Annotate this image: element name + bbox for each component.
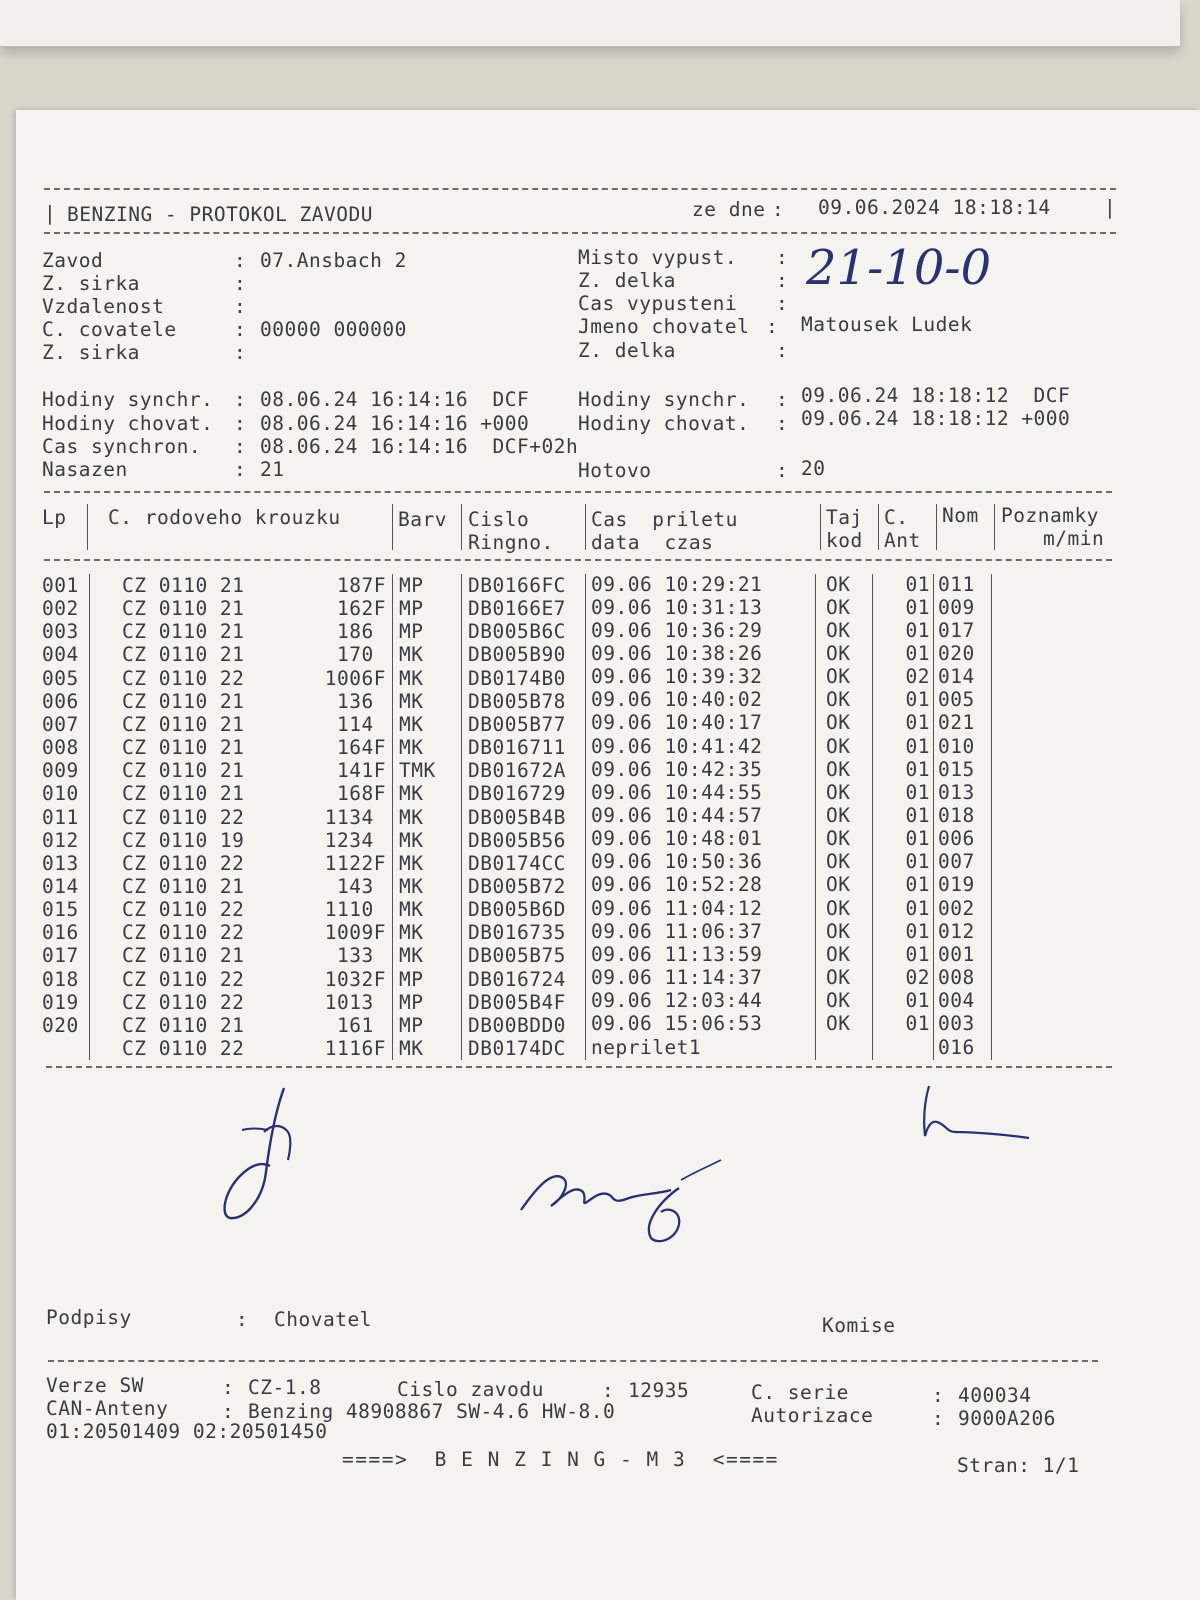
cell-barv: MK — [399, 643, 424, 667]
cell-barv: MP — [399, 597, 424, 621]
col-barv-header: Barv — [398, 508, 447, 531]
cell-lp: 007 — [42, 712, 79, 736]
cell-lp: 016 — [42, 921, 79, 945]
cell-barv: MP — [399, 967, 424, 991]
cell-cas: 09.06 10:48:01 — [591, 827, 763, 851]
cell-lp: 017 — [42, 944, 79, 968]
hotovo-value: 20 — [801, 457, 826, 480]
jmeno-value: Matousek Ludek — [801, 313, 973, 336]
cell-taj: OK — [826, 618, 851, 642]
antenna-ids: 01:20501409 02:20501450 — [46, 1420, 328, 1443]
cell-nom: 007 — [938, 850, 975, 874]
cell-cas: 09.06 11:14:37 — [591, 966, 763, 990]
cell-cislo: DB005B75 — [468, 944, 566, 968]
cell-num: 143 — [337, 874, 386, 898]
cell-nom: 006 — [938, 827, 975, 851]
cell-taj: OK — [826, 850, 851, 874]
col-data-czas-header: data czas — [591, 531, 714, 554]
cell-lp: 009 — [42, 759, 79, 783]
cell-ant: 01 — [905, 942, 930, 966]
cell-taj: OK — [826, 873, 851, 897]
zavod-value: 07.Ansbach 2 — [260, 249, 407, 272]
cell-nom: 002 — [938, 896, 975, 920]
race-protocol-sheet: | BENZING - PROTOKOL ZAVODU ze dne : 09.06.2024 18:18:14 | Zavod : 07.Ansbach 2 Z. sirka : Vzdalenost : C. covatele : 00000 000000 Z. sirka : Misto vypust. : Z. delka : Cas vypusteni : Jmeno chovatel : Matousek Ludek Z. delka : 21-10-0 Hodiny synchr. : 08.06.24 16:14:16 DCF Hodiny chovat. : 08.06.24 16:14:16 +000 Cas synchron. : 08.06.24 16:14:16 DCF+02h Nasazen : 21 Hodiny synchr. : 09.06.24 18:18:12 DCF Hodiny chovat. : 09.06.24 18:18:12 +000 Hotovo : 20 Lp C. rodoveho krouzku Barv Cislo Ringno. Cas priletu data czas Taj kod C. Ant Nom Poznamky m/min 001 CZ 0110 21 187F MP DB0166FC 09.06 10:29:21 OK 01 011 002 CZ 0110 21 162F MP DB0166E7 09.06 10:31:13 OK 01 009 003 CZ 0110 21 186 MP DB005B6C 09.06 10:36:29 OK 01 017 004 CZ 0110 21 170 MK DB005B90 09.06 10:38:26 OK 01 020 005 CZ 0110 22 1006F MK DB0174B0 09.06 10:39:32 OK 02 014 006 CZ 0110 21 136 MK DB005B78 09.06 10:40:02 OK 01 005 007 CZ 0110 21 114 MK DB005B77 09.06 10:40:17 OK 01 021 008 CZ 0110 21 164F MK DB016711 09.06 10:41:42 OK 01 010 009 CZ 0110 21 141F TMK DB01672A 09.06 10:42:35 OK 01 015 010 CZ 0110 21 168F MK DB016729 09.06 10:44:55 OK 01 013 011 CZ 0110 22 1134 MK DB005B4B 09.06 10:44:57 OK 01 018 012 CZ 0110 19 1234 MK DB005B56 09.06 10:48:01 OK 01 006 013 CZ 0110 22 1122F MK DB0174CC 09.06 10:50:36 OK 01 007 014 CZ 0110 21 143 MK DB005B72 09.06 10:52:28 OK 01 019 015 CZ 0110 22 1110 MK DB005B6D 09.06 11:04:12 OK 01 002 016 CZ 0110 22 1009F MK DB016735 09.06 11:06:37 OK 01 012 017 CZ 0110 21 133 MK DB005B75 09.06 11:13:59 OK 01 001 018 CZ 0110 22 1032F MP DB016724 09.06 11:14:37 OK 02 008 019 CZ 0110 22 1013 MP DB005B4F 09.06 12:03:44 OK 01 004 020 CZ 0110 21 161 MP DB00BDD0 09.06 15:06:53 OK 01 003 CZ 0110 22 1116F MK DB0174DC neprilet1 016 Podpisy : Chovatel Komise Verze SW : CZ-1.8 Cislo zavodu : 12935 C. serie : 400034 CAN-Anteny : Benzing 48908867 SW-4.6 HW-8.0 Autorizace : 9000A206 01:20501409 02:20501450 ====> B E N Z I N G - M 3 <==== Stran: 1/1 — [16, 110, 1200, 1600]
cell-ring: CZ 0110 22 — [122, 666, 245, 690]
cell-num: 164F — [337, 736, 386, 760]
separator-table-bottom — [46, 1066, 1112, 1068]
col-c-header: C. — [884, 506, 909, 529]
hodiny-chovat-right-label: Hodiny chovat. — [578, 412, 750, 435]
cell-lp: 001 — [42, 574, 79, 597]
cell-num: 161 — [337, 1013, 386, 1037]
cell-ring: CZ 0110 19 — [122, 828, 245, 852]
cell-nom: 013 — [938, 780, 975, 804]
col-mmin-header: m/min — [1043, 527, 1105, 550]
protocol-title: BENZING - PROTOKOL ZAVODU — [67, 203, 373, 226]
col-cislo-header: Cislo — [468, 508, 530, 531]
cislo-zavodu-value: 12935 — [628, 1379, 690, 1402]
cell-nom: 014 — [938, 665, 975, 689]
cell-ant: 01 — [905, 896, 930, 920]
cell-cislo: DB005B6D — [468, 898, 566, 922]
cas-vypusteni-label: Cas vypusteni — [578, 292, 738, 315]
hodiny-synchr-value: 08.06.24 16:14:16 DCF — [260, 388, 530, 411]
cell-cas: 09.06 10:31:13 — [591, 595, 763, 619]
cell-ant: 01 — [905, 595, 930, 619]
cell-cas: 09.06 11:04:12 — [591, 896, 763, 920]
z-delka-label: Z. delka — [578, 269, 676, 292]
cell-nom: 011 — [938, 572, 975, 596]
cell-taj: OK — [826, 804, 851, 827]
cell-ant: 01 — [905, 641, 930, 665]
c-covatele-value: 00000 000000 — [260, 318, 407, 341]
cell-cas: 09.06 11:13:59 — [591, 942, 763, 966]
chovatel-label: Chovatel — [274, 1308, 372, 1331]
separator-top — [44, 188, 1116, 190]
cell-lp: 011 — [42, 805, 79, 829]
cell-cislo: DB00BDD0 — [468, 1013, 566, 1037]
separator-header — [44, 232, 1116, 234]
date-label: ze dne — [692, 198, 766, 221]
cell-nom: 017 — [938, 618, 975, 642]
cell-cas: 09.06 10:38:26 — [591, 641, 763, 665]
col-cas-header: Cas priletu — [591, 508, 738, 531]
cell-ant: 02 — [905, 665, 930, 689]
cell-ant: 01 — [905, 711, 930, 735]
verze-value: CZ-1.8 — [248, 1376, 322, 1399]
cell-lp: 010 — [42, 782, 79, 806]
cell-ant: 01 — [905, 757, 930, 781]
cell-cislo: DB005B4B — [468, 805, 566, 829]
c-serie-label: C. serie — [751, 1381, 849, 1404]
cell-ring: CZ 0110 22 — [122, 898, 245, 922]
cell-num: 187F — [337, 574, 386, 597]
z-sirka-label: Z. sirka — [42, 272, 140, 295]
cell-cas: 09.06 10:39:32 — [591, 665, 763, 689]
cell-taj: OK — [826, 1012, 851, 1036]
cell-cas: 09.06 15:06:53 — [591, 1012, 763, 1036]
autorizace-value: 9000A206 — [958, 1407, 1056, 1430]
nasazen-value: 21 — [260, 458, 285, 481]
cislo-zavodu-label: Cislo zavodu — [397, 1378, 544, 1401]
komise-label: Komise — [822, 1314, 896, 1337]
cell-ring: CZ 0110 21 — [122, 712, 245, 736]
cell-barv: MK — [399, 689, 424, 713]
cell-taj: OK — [826, 966, 851, 990]
cell-taj: OK — [826, 688, 851, 712]
separator-footer — [48, 1360, 1098, 1362]
header-bar-left: | — [44, 202, 57, 225]
cell-cislo: DB005B56 — [468, 828, 566, 852]
cell-nom: 019 — [938, 873, 975, 897]
cas-synchron-value: 08.06.24 16:14:16 DCF+02h — [260, 435, 579, 458]
cell-barv: MK — [399, 736, 424, 760]
cell-cas: 09.06 10:52:28 — [591, 873, 763, 897]
cell-ring: CZ 0110 22 — [122, 990, 245, 1014]
cell-nom: 018 — [938, 804, 975, 827]
verze-label: Verze SW — [46, 1374, 144, 1397]
cell-taj: OK — [826, 919, 851, 943]
cell-cislo: DB016729 — [468, 782, 566, 806]
cell-taj: OK — [826, 942, 851, 966]
cell-taj: OK — [826, 989, 851, 1013]
cell-ring: CZ 0110 21 — [122, 736, 245, 760]
cell-cas: 09.06 11:06:37 — [591, 919, 763, 943]
cell-taj: OK — [826, 896, 851, 920]
cell-ring: CZ 0110 22 — [122, 851, 245, 875]
cell-num: 168F — [337, 782, 386, 806]
signature-komise-1 — [511, 1140, 726, 1250]
cell-barv: MK — [399, 805, 424, 829]
cell-cislo: DB016711 — [468, 736, 566, 760]
benzing-brand: ====> B E N Z I N G - M 3 <==== — [342, 1448, 779, 1471]
col-poznamky-header: Poznamky — [1001, 504, 1099, 527]
hodiny-chovat-value: 08.06.24 16:14:16 +000 — [260, 412, 530, 435]
cell-ring: CZ 0110 21 — [122, 874, 245, 898]
col-lp-header: Lp — [42, 506, 67, 529]
cell-ant: 01 — [905, 827, 930, 851]
cell-ant: 01 — [905, 734, 930, 758]
cell-barv: MP — [399, 1013, 424, 1037]
cell-ring: CZ 0110 22 — [122, 967, 245, 991]
header-bar-right: | — [1104, 196, 1117, 219]
cell-num: 1122F — [324, 851, 386, 875]
cell-barv: MK — [399, 921, 424, 945]
cell-ring: CZ 0110 21 — [122, 944, 245, 968]
cas-synchron-label: Cas synchron. — [42, 435, 202, 458]
cell-nom: 021 — [938, 711, 975, 735]
background-sheet — [0, 0, 1180, 47]
cell-nom: 012 — [938, 919, 975, 943]
cell-num: 1116F — [324, 1037, 386, 1060]
separator-table-top — [44, 491, 1112, 493]
cell-num: 133 — [337, 944, 386, 968]
cell-ring: CZ 0110 21 — [122, 782, 245, 806]
cell-num: 1013 — [324, 990, 386, 1014]
cell-cas: 09.06 12:03:44 — [591, 989, 763, 1013]
page-number: Stran: 1/1 — [957, 1454, 1080, 1477]
cell-ant: 01 — [905, 1012, 930, 1036]
cell-barv: MK — [399, 898, 424, 922]
cell-ant: 01 — [905, 572, 930, 596]
hodiny-chovat-right-value: 09.06.24 18:18:12 +000 — [801, 407, 1071, 430]
cell-cislo: DB01672A — [468, 759, 566, 783]
cell-barv: MP — [399, 574, 424, 597]
cell-num: 1032F — [324, 967, 386, 991]
cell-nom: 004 — [938, 989, 975, 1013]
hodiny-chovat-label: Hodiny chovat. — [42, 412, 214, 435]
cell-cas: 09.06 10:50:36 — [591, 850, 763, 874]
cell-cas: 09.06 10:40:02 — [591, 688, 763, 712]
cell-num: 1009F — [324, 921, 386, 945]
cell-ant: 01 — [905, 618, 930, 642]
cell-lp: 013 — [42, 851, 79, 875]
cell-ring: CZ 0110 22 — [122, 1037, 245, 1060]
cell-nom: 001 — [938, 942, 975, 966]
cell-barv: MP — [399, 990, 424, 1014]
cell-cas: 09.06 10:41:42 — [591, 734, 763, 758]
cell-barv: MK — [399, 944, 424, 968]
hodiny-synchr-right-value: 09.06.24 18:18:12 DCF — [801, 384, 1071, 407]
z-delka2-label: Z. delka — [578, 339, 676, 362]
cell-cislo: DB0174DC — [468, 1037, 566, 1060]
podpisy-label: Podpisy — [46, 1306, 132, 1329]
cell-nom: 010 — [938, 734, 975, 758]
cell-lp: 002 — [42, 597, 79, 621]
cell-lp: 003 — [42, 620, 79, 644]
cell-taj: OK — [826, 780, 851, 804]
cell-num: 136 — [337, 689, 386, 713]
cell-cislo: DB005B72 — [468, 874, 566, 898]
cell-taj: OK — [826, 827, 851, 851]
cell-cas: neprilet1 — [591, 1035, 702, 1059]
cell-lp: 006 — [42, 689, 79, 713]
cell-ring: CZ 0110 21 — [122, 574, 245, 597]
cell-taj: OK — [826, 641, 851, 665]
cell-cislo: DB0166FC — [468, 574, 566, 597]
col-ant-header: Ant — [884, 529, 921, 552]
cell-ring: CZ 0110 21 — [122, 643, 245, 667]
cell-ring: CZ 0110 21 — [122, 620, 245, 644]
cell-taj: OK — [826, 572, 851, 596]
can-anteny-value: Benzing 48908867 SW-4.6 HW-8.0 — [248, 1400, 616, 1423]
cell-taj: OK — [826, 734, 851, 758]
zavod-label: Zavod — [42, 249, 104, 272]
handwritten-note: 21-10-0 — [806, 240, 992, 296]
cell-barv: TMK — [399, 759, 436, 783]
cell-barv: MK — [399, 874, 424, 898]
cell-barv: MK — [399, 851, 424, 875]
cell-nom: 003 — [938, 1012, 975, 1036]
cell-num: 1134 — [324, 805, 386, 829]
cell-barv: MK — [399, 1037, 424, 1060]
cell-lp: 018 — [42, 967, 79, 991]
cell-ant: 01 — [905, 919, 930, 943]
hodiny-synchr-right-label: Hodiny synchr. — [578, 388, 750, 411]
can-anteny-label: CAN-Anteny — [46, 1397, 169, 1420]
cell-lp: 015 — [42, 898, 79, 922]
cell-cislo: DB005B6C — [468, 620, 566, 644]
cell-lp: 005 — [42, 666, 79, 690]
col-nom-header: Nom — [942, 504, 979, 527]
z-sirka2-label: Z. sirka — [42, 341, 140, 364]
cell-cas: 09.06 10:44:57 — [591, 804, 763, 827]
cell-num: 1234 — [324, 828, 386, 852]
hodiny-synchr-label: Hodiny synchr. — [42, 388, 214, 411]
cell-cislo: DB0174B0 — [468, 666, 566, 690]
cell-num: 141F — [337, 759, 386, 783]
cell-ant: 01 — [905, 804, 930, 827]
cell-taj: OK — [826, 595, 851, 619]
autorizace-label: Autorizace — [751, 1404, 874, 1427]
cell-barv: MP — [399, 620, 424, 644]
col-ring-header: C. rodoveho krouzku — [108, 506, 341, 529]
cell-ant: 01 — [905, 873, 930, 897]
cell-nom: 009 — [938, 595, 975, 619]
cell-lp: 004 — [42, 643, 79, 667]
cell-taj: OK — [826, 711, 851, 735]
cell-cislo: DB016735 — [468, 921, 566, 945]
vzdalenost-label: Vzdalenost — [42, 295, 165, 318]
cell-ant: 01 — [905, 850, 930, 874]
cell-ant: 01 — [905, 688, 930, 712]
cell-lp: 012 — [42, 828, 79, 852]
col-taj-header: Taj — [826, 506, 863, 529]
cell-barv: MK — [399, 666, 424, 690]
cell-nom: 005 — [938, 688, 975, 712]
cell-cislo: DB0174CC — [468, 851, 566, 875]
cell-cas: 09.06 10:44:55 — [591, 780, 763, 804]
cell-ring: CZ 0110 22 — [122, 805, 245, 829]
cell-cas: 09.06 10:40:17 — [591, 711, 763, 735]
cell-lp: 019 — [42, 990, 79, 1014]
cell-num: 1006F — [324, 666, 386, 690]
cell-cislo: DB005B77 — [468, 712, 566, 736]
cell-cas: 09.06 10:36:29 — [591, 618, 763, 642]
jmeno-label: Jmeno chovatel — [578, 315, 750, 338]
cell-cislo: DB005B90 — [468, 643, 566, 667]
cell-nom: 020 — [938, 641, 975, 665]
cell-ring: CZ 0110 21 — [122, 689, 245, 713]
cell-num: 170 — [337, 643, 386, 667]
cell-nom: 016 — [938, 1035, 975, 1059]
cell-num: 162F — [337, 597, 386, 621]
cell-cislo: DB016724 — [468, 967, 566, 991]
c-serie-value: 400034 — [958, 1384, 1032, 1407]
cell-ring: CZ 0110 21 — [122, 759, 245, 783]
col-ringno-header: Ringno. — [468, 531, 554, 554]
cell-cas: 09.06 10:42:35 — [591, 757, 763, 781]
cell-cas: 09.06 10:29:21 — [591, 572, 763, 596]
c-covatele-label: C. covatele — [42, 318, 177, 341]
cell-cislo: DB005B4F — [468, 990, 566, 1014]
cell-cislo: DB005B78 — [468, 689, 566, 713]
cell-num: 186 — [337, 620, 386, 644]
hotovo-label: Hotovo — [578, 459, 652, 482]
nasazen-label: Nasazen — [42, 458, 128, 481]
signature-chovatel — [206, 1080, 316, 1230]
cell-barv: MK — [399, 782, 424, 806]
protocol-date: 09.06.2024 18:18:14 — [818, 196, 1051, 219]
cell-taj: OK — [826, 757, 851, 781]
cell-num: 114 — [337, 712, 386, 736]
cell-barv: MK — [399, 828, 424, 852]
signature-komise-2 — [911, 1078, 1041, 1148]
cell-ring: CZ 0110 22 — [122, 921, 245, 945]
cell-ant: 01 — [905, 989, 930, 1013]
cell-lp: 020 — [42, 1013, 79, 1037]
cell-cislo: DB0166E7 — [468, 597, 566, 621]
cell-ant: 02 — [905, 966, 930, 990]
cell-lp: 014 — [42, 874, 79, 898]
cell-ant: 01 — [905, 780, 930, 804]
cell-lp: 008 — [42, 736, 79, 760]
cell-nom: 008 — [938, 966, 975, 990]
separator-table-header — [44, 559, 1112, 561]
cell-nom: 015 — [938, 757, 975, 781]
cell-ring: CZ 0110 21 — [122, 597, 245, 621]
cell-barv: MK — [399, 712, 424, 736]
cell-taj: OK — [826, 665, 851, 689]
misto-label: Misto vypust. — [578, 246, 738, 269]
cell-num: 1110 — [324, 898, 386, 922]
col-kod-header: kod — [826, 529, 863, 552]
cell-ring: CZ 0110 21 — [122, 1013, 245, 1037]
